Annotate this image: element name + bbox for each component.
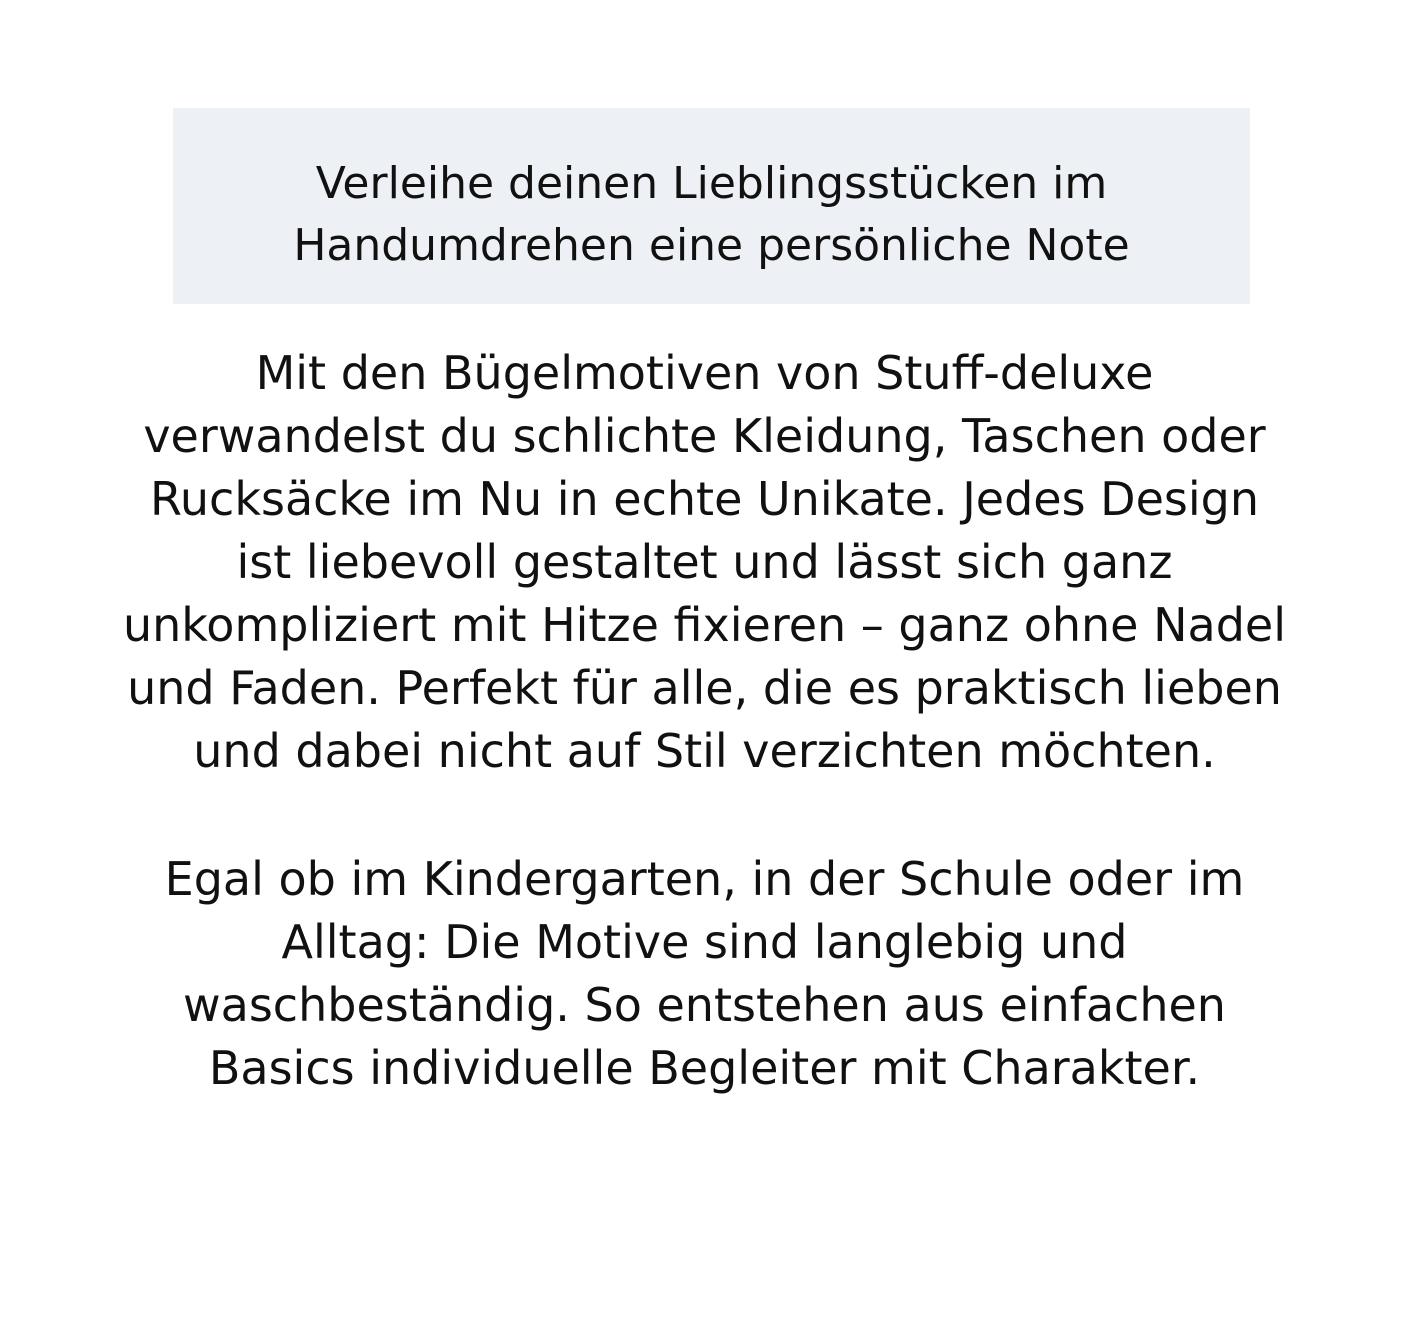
headline-banner (173, 108, 1250, 304)
paragraph-2-line-1: Egal ob im Kindergarten, in der Schule oder im (164, 852, 1245, 906)
paragraph-1-line-1: Mit den Bügelmotiven von Stuff-deluxe (255, 346, 1154, 400)
paragraph-2-line-4: Basics individuelle Begleiter mit Charakter. (208, 1041, 1201, 1095)
headline-line-1: Verleihe deinen Lieblingsstücken im (315, 158, 1108, 209)
headline-line-2: Handumdrehen eine persönliche Note (293, 220, 1130, 271)
paragraph-1-line-3: Rucksäcke im Nu in echte Unikate. Jedes Design (150, 472, 1259, 526)
paragraph-1-line-6: und Faden. Perfekt für alle, die es praktisch lieben (127, 661, 1282, 715)
paragraph-2-line-3: waschbeständig. So entstehen aus einfachen (183, 978, 1226, 1032)
paragraph-1-line-4: ist liebevoll gestaltet und lässt sich ganz (236, 535, 1173, 589)
paragraph-1-line-2: verwandelst du schlichte Kleidung, Taschen oder (143, 409, 1266, 463)
paragraph-1-line-7: und dabei nicht auf Stil verzichten möchten. (193, 724, 1216, 778)
paragraph-1-line-5: unkompliziert mit Hitze fixieren – ganz ohne Nadel (123, 598, 1286, 652)
paragraph-2-line-2: Alltag: Die Motive sind langlebig und (281, 915, 1128, 969)
